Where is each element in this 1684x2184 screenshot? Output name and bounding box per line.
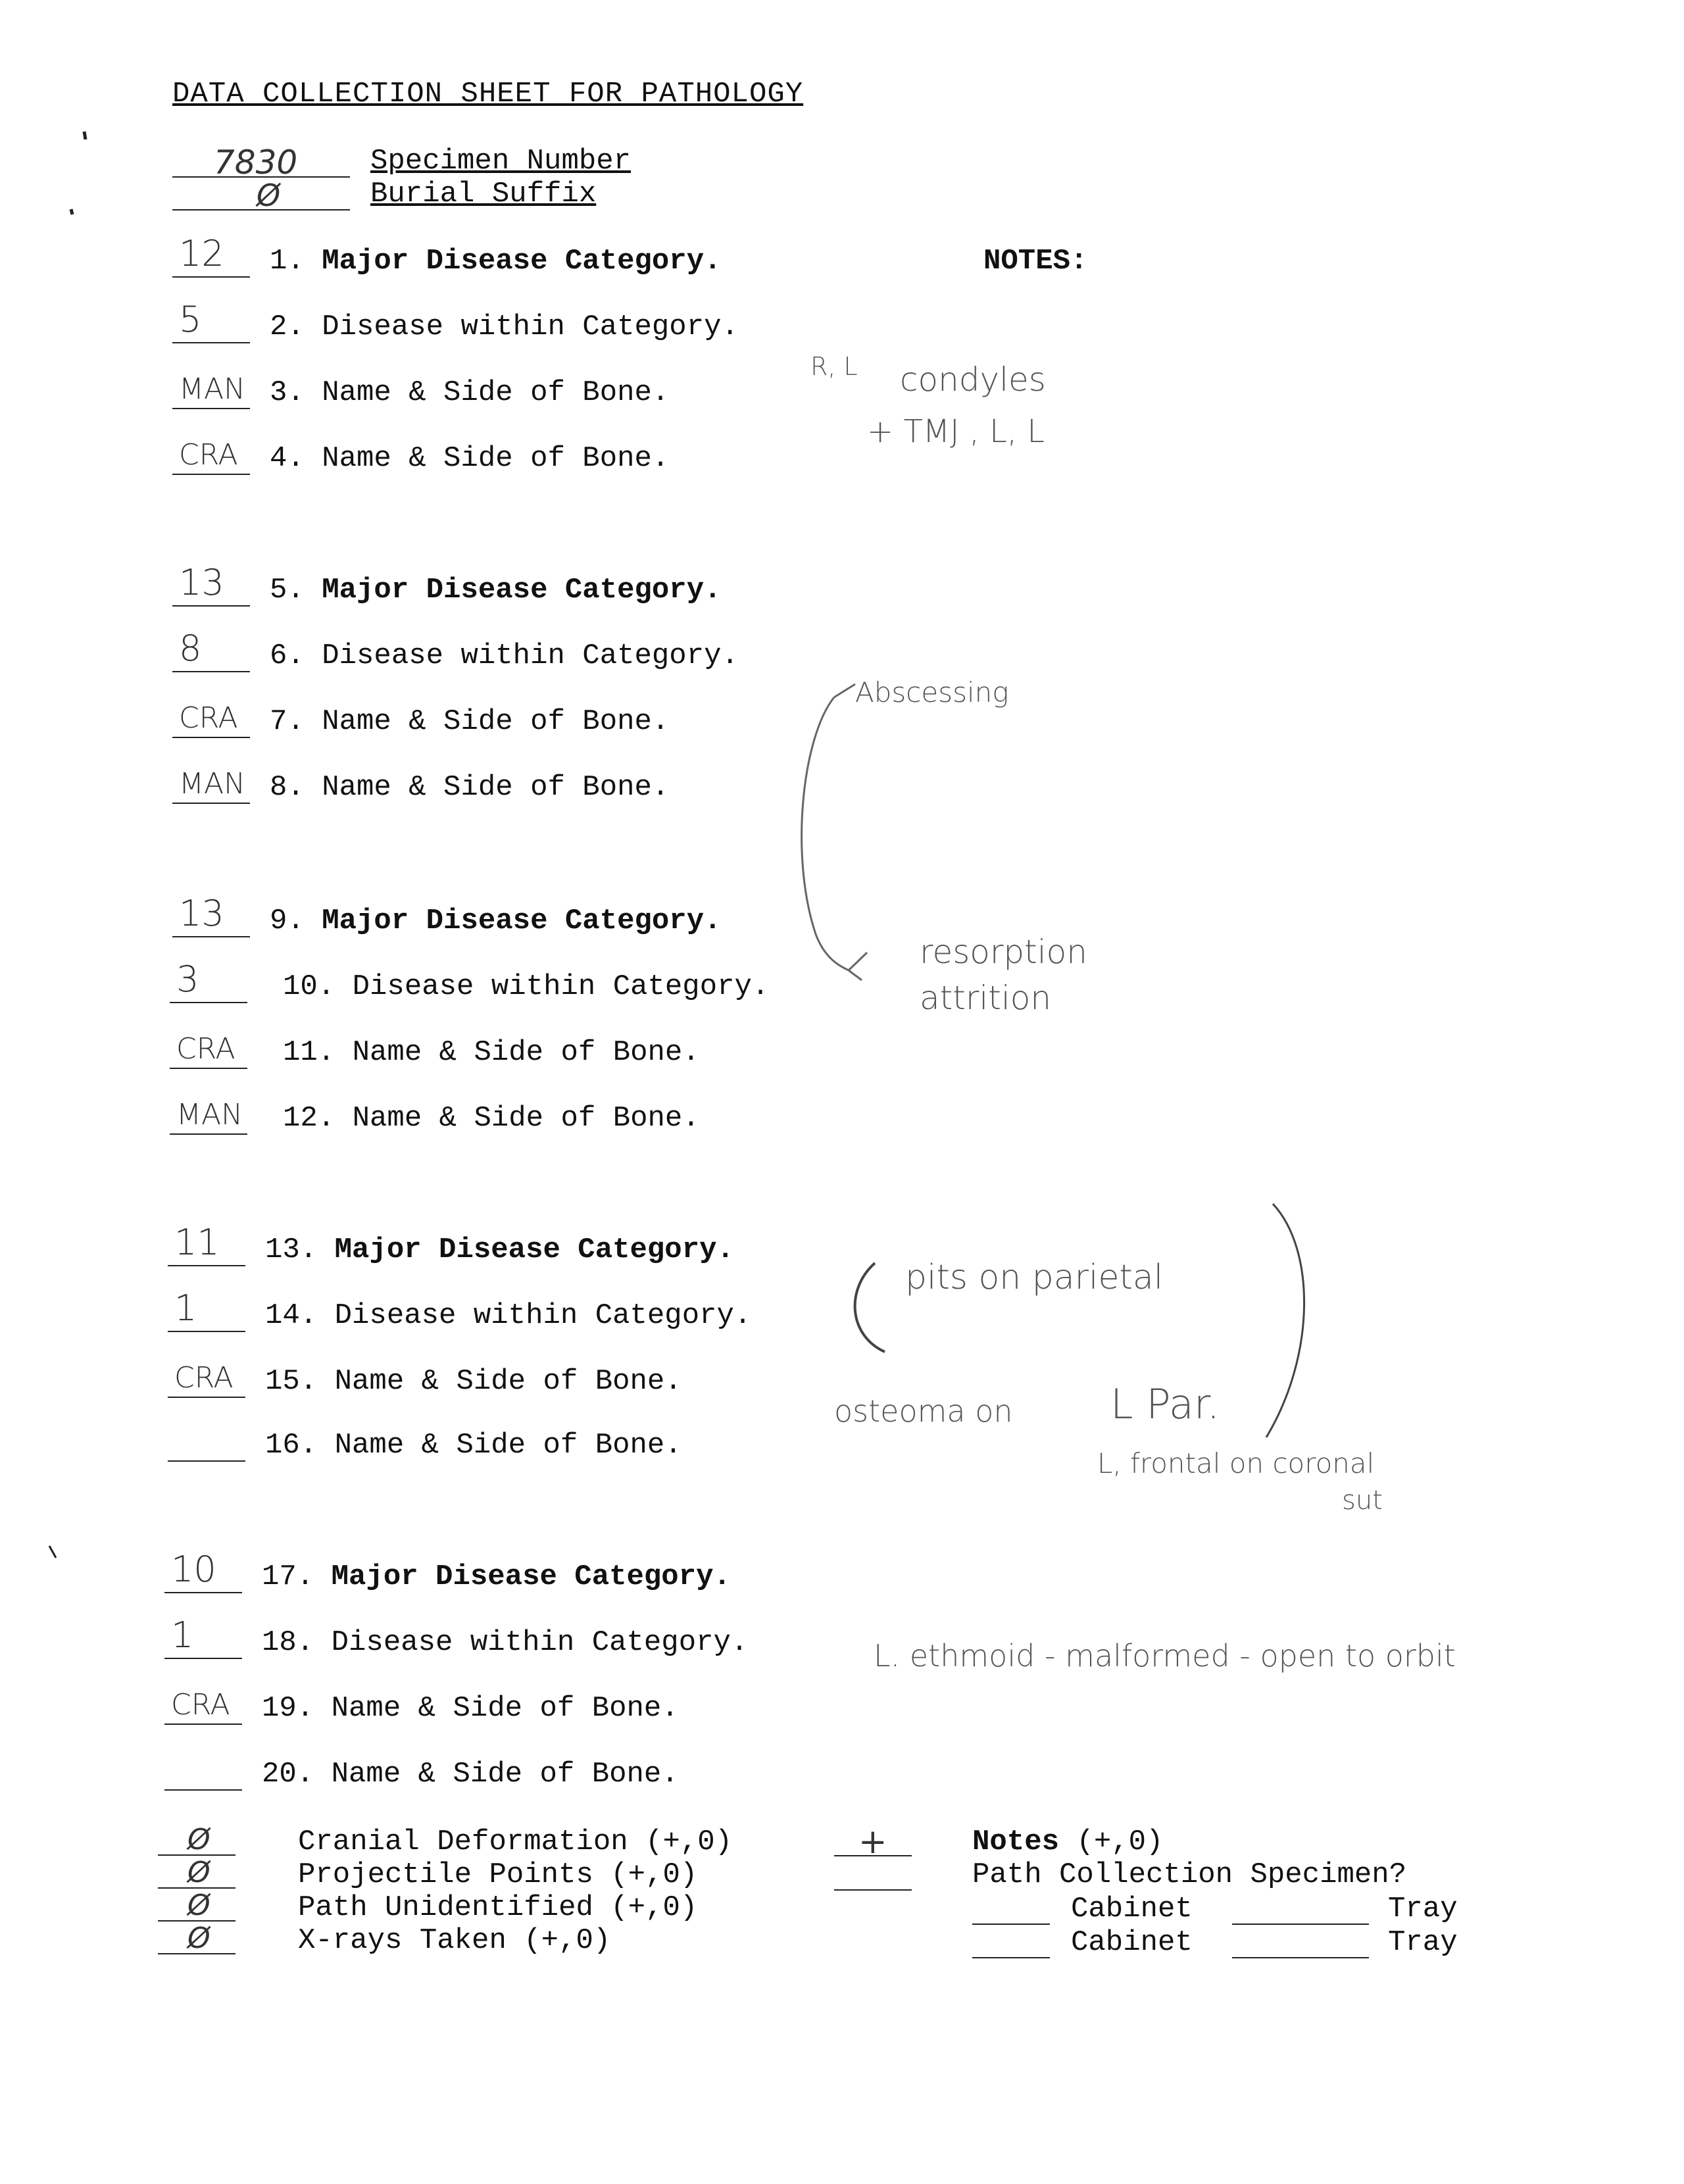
note-frontal-coronal: L, frontal on coronal [1097,1447,1375,1479]
checklist-2-value: Ø [187,1856,210,1889]
row-9-text: Major Disease Category. [322,905,722,937]
bracket-arrow-icon [802,697,849,970]
specimen-number-label: Specimen Number [370,145,632,178]
notes-heading: NOTES: [983,245,1088,278]
row-14-number: 14. [265,1299,335,1332]
note-ethmoid: L. ethmoid - malformed - open to orbit [874,1638,1456,1674]
arrow-tip-top-icon [834,684,855,697]
row-10-value: 3 [176,958,199,1000]
row-15-text: Name & Side of Bone. [334,1365,682,1398]
row-6-text: Disease within Category. [322,639,739,672]
burial-suffix-value: Ø [257,178,281,213]
notes-flag-label-text: Notes [972,1825,1060,1858]
row-4-number: 4. [270,442,322,475]
row-11-value: CRA [176,1032,235,1066]
cabinet-1-label: Cabinet [1071,1893,1193,1925]
note-attrition: attrition [920,979,1052,1017]
row-7-value: CRA [179,701,238,735]
row-12-number: 12. [283,1102,353,1135]
row-11-text: Name & Side of Bone. [352,1036,700,1069]
scan-speck-1-icon [84,132,86,139]
burial-suffix-label: Burial Suffix [370,178,597,211]
row-17-number: 17. [262,1560,332,1593]
row-15-value: CRA [174,1361,234,1395]
tray-1-label: Tray [1388,1893,1458,1925]
row-18-text: Disease within Category. [331,1626,749,1659]
notes-flag-label-suffix: (+,0) [1076,1825,1164,1858]
row-5-number: 5. [270,574,322,607]
scan-speck-2-icon [71,209,72,214]
note-osteoma-on: osteoma on [834,1393,1013,1429]
row-12-text: Name & Side of Bone. [352,1102,700,1135]
row-20-text: Name & Side of Bone. [331,1758,679,1791]
notes-flag-label [972,1825,1163,1858]
row-8-number: 8. [270,771,322,804]
note-resorption: resorption [920,933,1087,971]
row-5-text: Major Disease Category. [322,574,722,607]
row-13-value: 11 [174,1222,220,1263]
row-1-text: Major Disease Category. [322,245,722,278]
row-20-number: 20. [262,1758,332,1791]
tray-2-blank [1232,1957,1369,1958]
checklist-4-value: Ø [187,1922,210,1955]
page-title: DATA COLLECTION SHEET FOR PATHOLOGY [172,78,804,111]
row-1-number: 1. [270,245,322,278]
row-4-text: Name & Side of Bone. [322,442,670,475]
row-3-text: Name & Side of Bone. [322,376,670,409]
row-6-value: 8 [179,628,202,669]
row-16-text: Name & Side of Bone. [334,1429,682,1462]
row-11-number: 11. [283,1036,353,1069]
row-5-value: 13 [179,562,224,603]
note-sut: sut [1342,1485,1383,1516]
row-7-text: Name & Side of Bone. [322,705,670,738]
row-9-value: 13 [179,893,224,934]
row-19-value: CRA [171,1688,230,1722]
row-19-text: Name & Side of Bone. [331,1692,679,1725]
path-collection-label: Path Collection Specimen? [972,1858,1407,1891]
row-8-value: MAN [179,767,245,801]
row-17-value: 10 [171,1549,216,1590]
scan-speck-3-icon [49,1546,56,1558]
row-14-text: Disease within Category. [334,1299,752,1332]
tray-2-label: Tray [1388,1926,1458,1959]
row-7-number: 7. [270,705,322,738]
row-3-value: MAN [179,372,245,406]
checklist-4-label: X-rays Taken (+,0) [298,1924,611,1957]
left-paren-icon [855,1263,885,1352]
row-3-number: 3. [270,376,322,409]
row-18-value: 1 [171,1614,194,1656]
row-4-value: CRA [179,438,238,472]
row-8-text: Name & Side of Bone. [322,771,670,804]
row-2-value: 5 [179,299,202,340]
row-9-number: 9. [270,905,322,937]
cabinet-2-blank [972,1957,1050,1958]
row-13-text: Major Disease Category. [334,1233,734,1266]
row-19-number: 19. [262,1692,332,1725]
row-10-text: Disease within Category. [352,970,770,1003]
tray-1-blank [1232,1923,1369,1925]
note-l-par: L Par. [1110,1380,1220,1428]
row-1-value: 12 [179,233,224,274]
arrow-tip-bottom-icon [849,953,867,980]
row-17-text: Major Disease Category. [331,1560,731,1593]
cabinet-2-label: Cabinet [1071,1926,1193,1959]
checklist-3-value: Ø [187,1889,210,1922]
right-paren-icon [1266,1204,1304,1437]
row-2-number: 2. [270,310,322,343]
note-pits-on-parietal: pits on parietal [905,1258,1164,1297]
row-2-text: Disease within Category. [322,310,739,343]
checklist-1-label: Cranial Deformation (+,0) [298,1825,733,1858]
row-15-number: 15. [265,1365,335,1398]
cabinet-1-blank [972,1923,1050,1925]
checklist-1-value: Ø [187,1823,210,1856]
row-10-number: 10. [283,970,353,1003]
note-abscessing: Abscessing [855,676,1009,708]
row-6-number: 6. [270,639,322,672]
path-collection-blank [834,1889,912,1891]
row-16-number: 16. [265,1429,335,1462]
row-13-number: 13. [265,1233,335,1266]
row-14-value: 1 [174,1287,197,1329]
note-rl: R, L [810,352,858,381]
row-18-number: 18. [262,1626,332,1659]
note-tmj: + TMJ , L, L [867,413,1045,450]
specimen-number-value: 7830 [214,143,298,182]
checklist-2-label: Projectile Points (+,0) [298,1858,698,1891]
notes-flag-value: + [858,1822,887,1862]
row-12-value: MAN [176,1098,243,1131]
checklist-3-label: Path Unidentified (+,0) [298,1891,698,1924]
note-condyles: condyles [900,360,1046,399]
